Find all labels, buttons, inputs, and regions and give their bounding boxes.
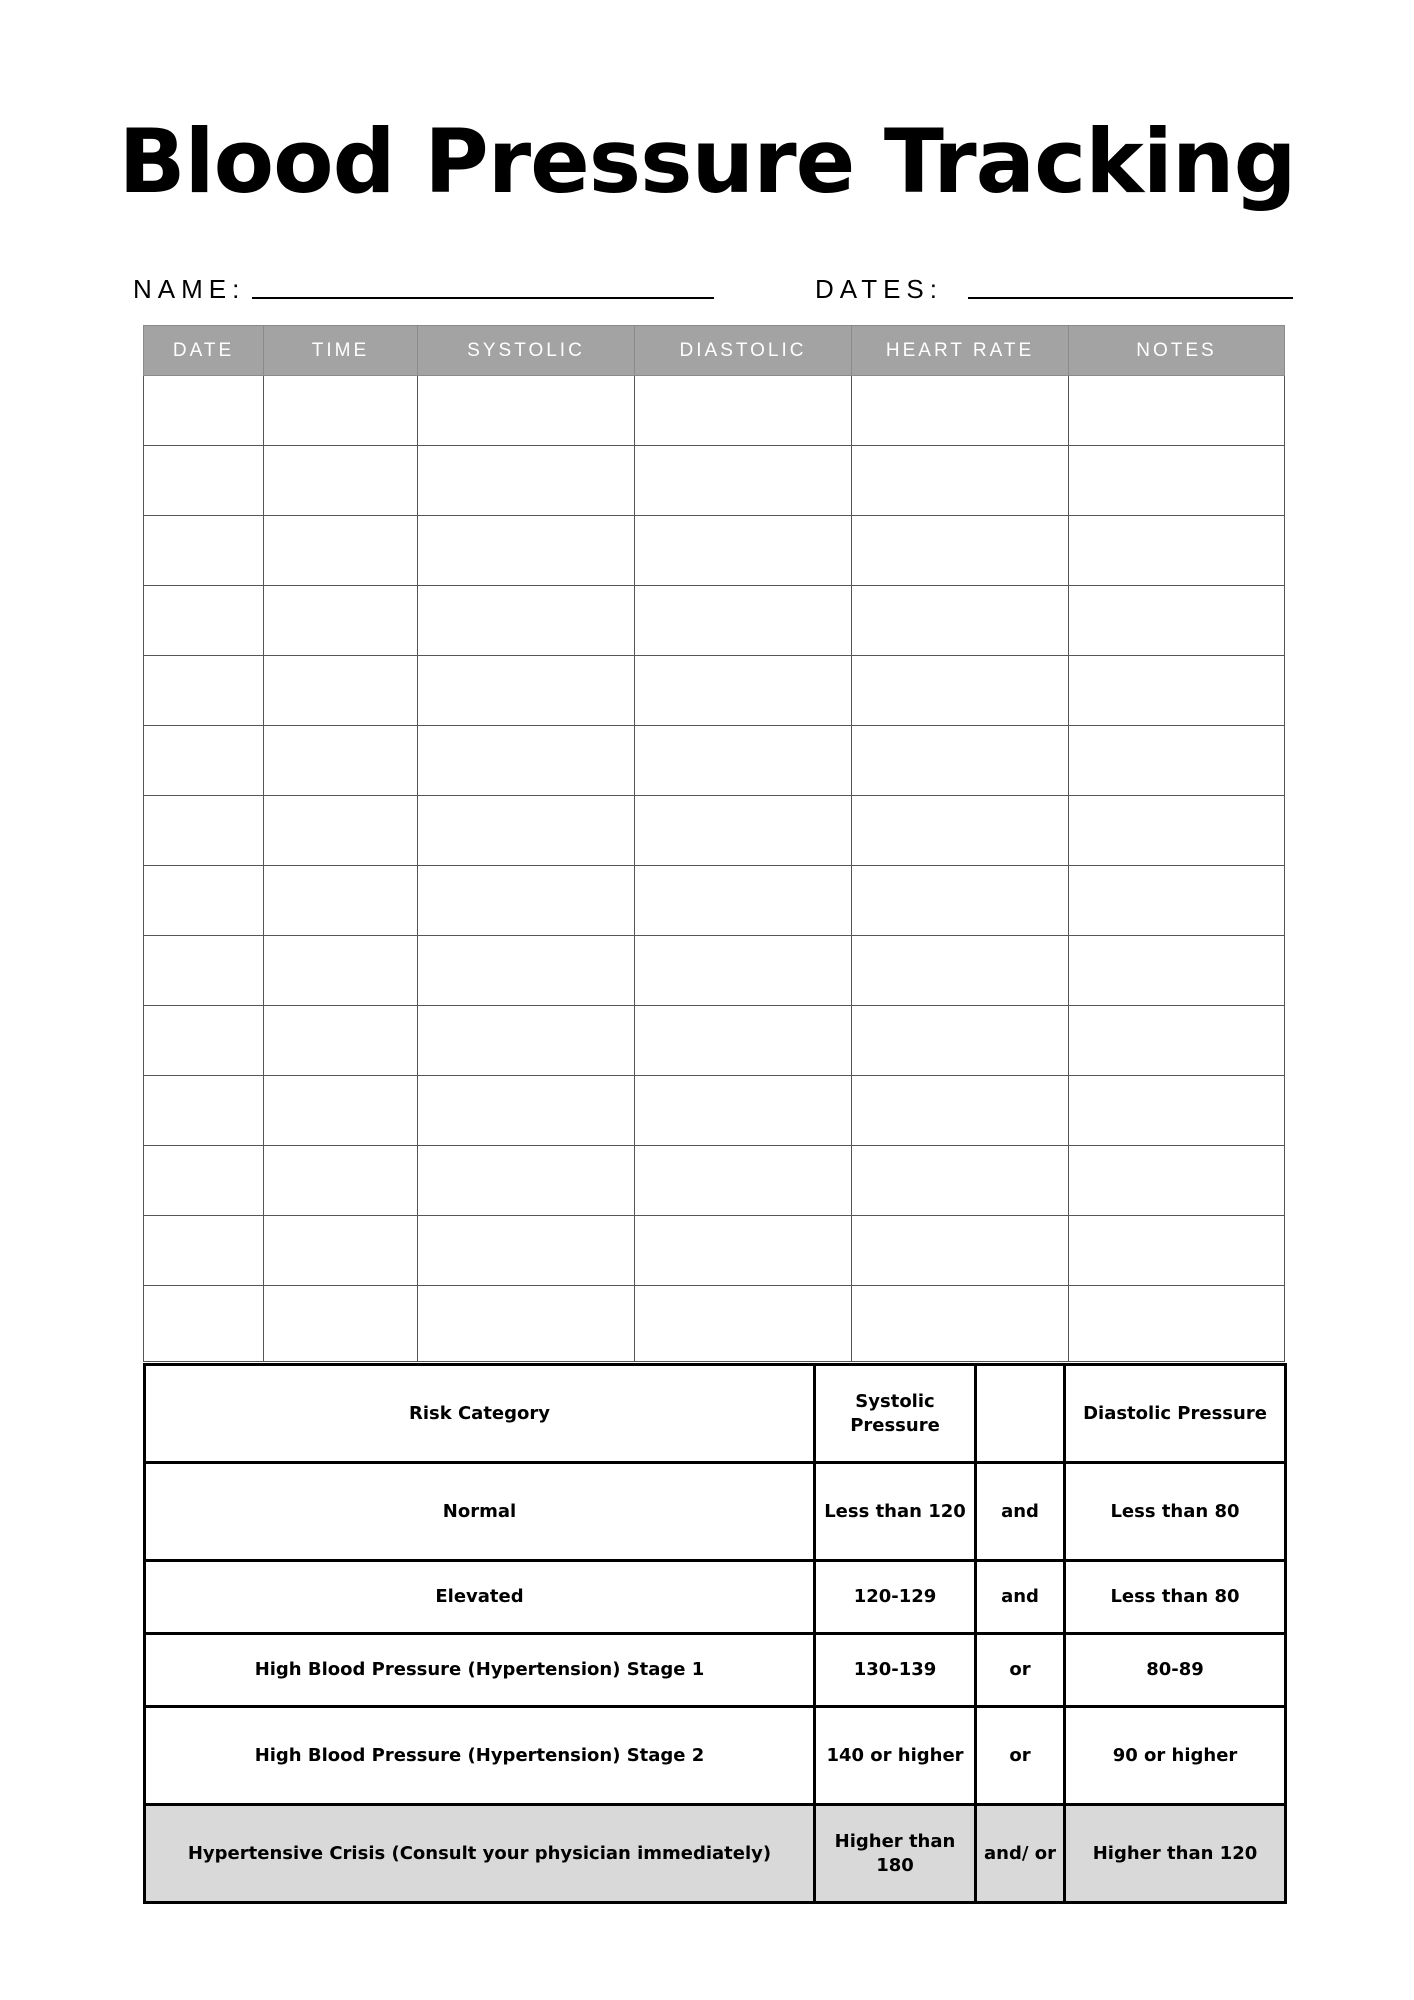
risk-connector: and/ or <box>976 1805 1065 1903</box>
log-cell-time[interactable] <box>264 1216 418 1286</box>
log-cell-notes[interactable] <box>1069 1006 1285 1076</box>
log-cell-diastolic[interactable] <box>635 1006 852 1076</box>
risk-row-stage-1 <box>145 1634 1286 1707</box>
log-row <box>144 726 1285 796</box>
risk-systolic: 140 or higher <box>815 1707 976 1805</box>
log-cell-time[interactable] <box>264 936 418 1006</box>
log-cell-diastolic[interactable] <box>635 1146 852 1216</box>
log-cell-systolic[interactable] <box>418 1006 635 1076</box>
log-row <box>144 586 1285 656</box>
log-cell-time[interactable] <box>264 376 418 446</box>
risk-header-connector <box>976 1365 1065 1463</box>
log-cell-diastolic[interactable] <box>635 656 852 726</box>
log-cell-date[interactable] <box>144 1216 264 1286</box>
risk-connector: or <box>976 1707 1065 1805</box>
log-cell-systolic[interactable] <box>418 866 635 936</box>
log-header-row <box>144 326 1285 376</box>
log-cell-systolic[interactable] <box>418 1146 635 1216</box>
log-row <box>144 656 1285 726</box>
risk-category: High Blood Pressure (Hypertension) Stage 1 <box>145 1634 815 1707</box>
risk-category: High Blood Pressure (Hypertension) Stage 2 <box>145 1707 815 1805</box>
log-cell-systolic[interactable] <box>418 376 635 446</box>
log-cell-date[interactable] <box>144 516 264 586</box>
risk-category: Normal <box>145 1463 815 1561</box>
log-cell-date[interactable] <box>144 1006 264 1076</box>
page-title: Blood Pressure Tracking <box>118 110 1296 213</box>
log-cell-heart-rate[interactable] <box>852 586 1069 656</box>
log-cell-diastolic[interactable] <box>635 936 852 1006</box>
tracking-log-table <box>143 325 1285 1362</box>
log-cell-diastolic[interactable] <box>635 796 852 866</box>
header-systolic: SYSTOLIC <box>418 326 635 376</box>
log-cell-time[interactable] <box>264 1006 418 1076</box>
log-cell-diastolic[interactable] <box>635 376 852 446</box>
risk-systolic: Higher than 180 <box>815 1805 976 1903</box>
log-cell-systolic[interactable] <box>418 656 635 726</box>
log-cell-notes[interactable] <box>1069 516 1285 586</box>
risk-row-normal <box>145 1463 1286 1561</box>
log-cell-time[interactable] <box>264 516 418 586</box>
risk-header-row <box>145 1365 1286 1463</box>
log-cell-time[interactable] <box>264 866 418 936</box>
log-cell-time[interactable] <box>264 726 418 796</box>
log-cell-time[interactable] <box>264 586 418 656</box>
risk-row-elevated <box>145 1561 1286 1634</box>
log-cell-systolic[interactable] <box>418 1286 635 1362</box>
log-cell-systolic[interactable] <box>418 516 635 586</box>
risk-systolic: 120-129 <box>815 1561 976 1634</box>
log-cell-heart-rate[interactable] <box>852 1076 1069 1146</box>
name-field[interactable] <box>252 297 714 299</box>
log-cell-time[interactable] <box>264 446 418 516</box>
log-cell-notes[interactable] <box>1069 1146 1285 1216</box>
log-row <box>144 1006 1285 1076</box>
log-cell-diastolic[interactable] <box>635 726 852 796</box>
log-cell-date[interactable] <box>144 446 264 516</box>
log-cell-heart-rate[interactable] <box>852 446 1069 516</box>
log-cell-date[interactable] <box>144 586 264 656</box>
log-cell-diastolic[interactable] <box>635 1216 852 1286</box>
risk-category: Hypertensive Crisis (Consult your physician immediately) <box>145 1805 815 1903</box>
header-date: DATE <box>144 326 264 376</box>
log-cell-date[interactable] <box>144 1286 264 1362</box>
log-cell-time[interactable] <box>264 1286 418 1362</box>
log-cell-systolic[interactable] <box>418 1216 635 1286</box>
log-cell-heart-rate[interactable] <box>852 1146 1069 1216</box>
log-cell-diastolic[interactable] <box>635 446 852 516</box>
log-cell-date[interactable] <box>144 796 264 866</box>
log-cell-date[interactable] <box>144 376 264 446</box>
log-cell-date[interactable] <box>144 1076 264 1146</box>
header-time: TIME <box>264 326 418 376</box>
log-cell-diastolic[interactable] <box>635 866 852 936</box>
log-cell-notes[interactable] <box>1069 446 1285 516</box>
risk-diastolic: 90 or higher <box>1065 1707 1286 1805</box>
log-row <box>144 1076 1285 1146</box>
risk-row-crisis <box>145 1805 1286 1903</box>
log-row <box>144 1146 1285 1216</box>
log-cell-heart-rate[interactable] <box>852 376 1069 446</box>
log-row <box>144 376 1285 446</box>
log-row <box>144 1216 1285 1286</box>
risk-connector: and <box>976 1561 1065 1634</box>
risk-systolic: Less than 120 <box>815 1463 976 1561</box>
log-cell-diastolic[interactable] <box>635 586 852 656</box>
log-cell-notes[interactable] <box>1069 376 1285 446</box>
risk-diastolic: Less than 80 <box>1065 1561 1286 1634</box>
dates-label: DATES: <box>815 274 943 304</box>
log-cell-notes[interactable] <box>1069 656 1285 726</box>
log-cell-heart-rate[interactable] <box>852 866 1069 936</box>
log-cell-diastolic[interactable] <box>635 516 852 586</box>
log-cell-systolic[interactable] <box>418 936 635 1006</box>
log-row <box>144 1286 1285 1362</box>
risk-header-diastolic: Diastolic Pressure <box>1065 1365 1286 1463</box>
risk-header-systolic: Systolic Pressure <box>815 1365 976 1463</box>
log-cell-date[interactable] <box>144 656 264 726</box>
log-cell-systolic[interactable] <box>418 446 635 516</box>
risk-category-table <box>143 1363 1287 1904</box>
log-cell-diastolic[interactable] <box>635 1286 852 1362</box>
log-cell-systolic[interactable] <box>418 796 635 866</box>
log-row <box>144 866 1285 936</box>
dates-field[interactable] <box>968 297 1293 299</box>
risk-category: Elevated <box>145 1561 815 1634</box>
log-cell-notes[interactable] <box>1069 1076 1285 1146</box>
log-cell-heart-rate[interactable] <box>852 726 1069 796</box>
log-cell-time[interactable] <box>264 656 418 726</box>
log-row <box>144 936 1285 1006</box>
log-cell-date[interactable] <box>144 726 264 796</box>
risk-connector: or <box>976 1634 1065 1707</box>
log-row <box>144 516 1285 586</box>
header-diastolic: DIASTOLIC <box>635 326 852 376</box>
header-notes: NOTES <box>1069 326 1285 376</box>
risk-systolic: 130-139 <box>815 1634 976 1707</box>
log-cell-notes[interactable] <box>1069 796 1285 866</box>
log-cell-heart-rate[interactable] <box>852 1006 1069 1076</box>
log-cell-heart-rate[interactable] <box>852 656 1069 726</box>
log-cell-notes[interactable] <box>1069 866 1285 936</box>
log-cell-heart-rate[interactable] <box>852 1216 1069 1286</box>
risk-header-category: Risk Category <box>145 1365 815 1463</box>
log-cell-date[interactable] <box>144 936 264 1006</box>
log-cell-notes[interactable] <box>1069 1216 1285 1286</box>
log-cell-heart-rate[interactable] <box>852 516 1069 586</box>
log-cell-time[interactable] <box>264 1076 418 1146</box>
log-cell-date[interactable] <box>144 1146 264 1216</box>
log-cell-diastolic[interactable] <box>635 1076 852 1146</box>
log-cell-notes[interactable] <box>1069 586 1285 656</box>
risk-connector: and <box>976 1463 1065 1561</box>
risk-diastolic: Less than 80 <box>1065 1463 1286 1561</box>
risk-diastolic: 80-89 <box>1065 1634 1286 1707</box>
log-cell-heart-rate[interactable] <box>852 1286 1069 1362</box>
log-cell-systolic[interactable] <box>418 586 635 656</box>
log-cell-time[interactable] <box>264 796 418 866</box>
risk-row-stage-2 <box>145 1707 1286 1805</box>
header-heart-rate: HEART RATE <box>852 326 1069 376</box>
log-row <box>144 446 1285 516</box>
log-cell-date[interactable] <box>144 866 264 936</box>
log-cell-notes[interactable] <box>1069 1286 1285 1362</box>
log-cell-time[interactable] <box>264 1146 418 1216</box>
log-cell-heart-rate[interactable] <box>852 796 1069 866</box>
log-cell-heart-rate[interactable] <box>852 936 1069 1006</box>
log-cell-systolic[interactable] <box>418 726 635 796</box>
log-cell-systolic[interactable] <box>418 1076 635 1146</box>
risk-diastolic: Higher than 120 <box>1065 1805 1286 1903</box>
log-cell-notes[interactable] <box>1069 936 1285 1006</box>
log-cell-notes[interactable] <box>1069 726 1285 796</box>
name-label: NAME: <box>133 274 246 304</box>
log-row <box>144 796 1285 866</box>
